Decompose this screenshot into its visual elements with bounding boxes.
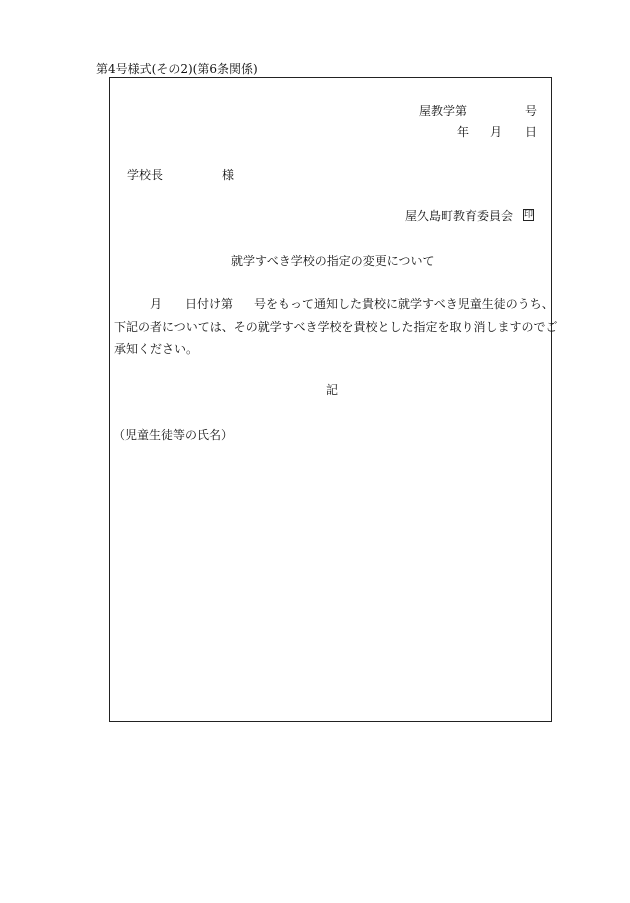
body-month: 月 (150, 297, 163, 311)
form-number: 第4号様式(その2)(第6条関係) (96, 62, 258, 76)
body-day: 日付け第 (185, 297, 234, 311)
sender: 屋久島町教育委員会 (405, 209, 514, 223)
student-name-label: （児童生徒等の氏名） (113, 428, 234, 442)
issue-date (457, 125, 538, 139)
date-day: 日 (525, 125, 538, 139)
date-year: 年 (457, 125, 470, 139)
document-number-suffix: 号 (525, 104, 538, 118)
document-frame (109, 77, 552, 722)
body-line-1 (150, 297, 554, 311)
addressee (127, 168, 235, 182)
addressee-honorific: 様 (222, 168, 235, 182)
ki-heading: 記 (326, 383, 339, 397)
document-number (419, 104, 538, 118)
document-subject: 就学すべき学校の指定の変更について (231, 254, 435, 268)
body-line-3: 承知ください。 (114, 342, 199, 356)
addressee-title: 学校長 (127, 168, 164, 182)
body-line-1-rest: 号をもって通知した貴校に就学すべき児童生徒のうち、 (254, 297, 554, 311)
seal-stamp: 印 (524, 210, 534, 220)
date-month: 月 (490, 125, 503, 139)
body-line-2: 下記の者については、その就学すべき学校を貴校とした指定を取り消しますのでご (114, 320, 558, 334)
document-number-prefix: 屋教学第 (419, 104, 468, 118)
